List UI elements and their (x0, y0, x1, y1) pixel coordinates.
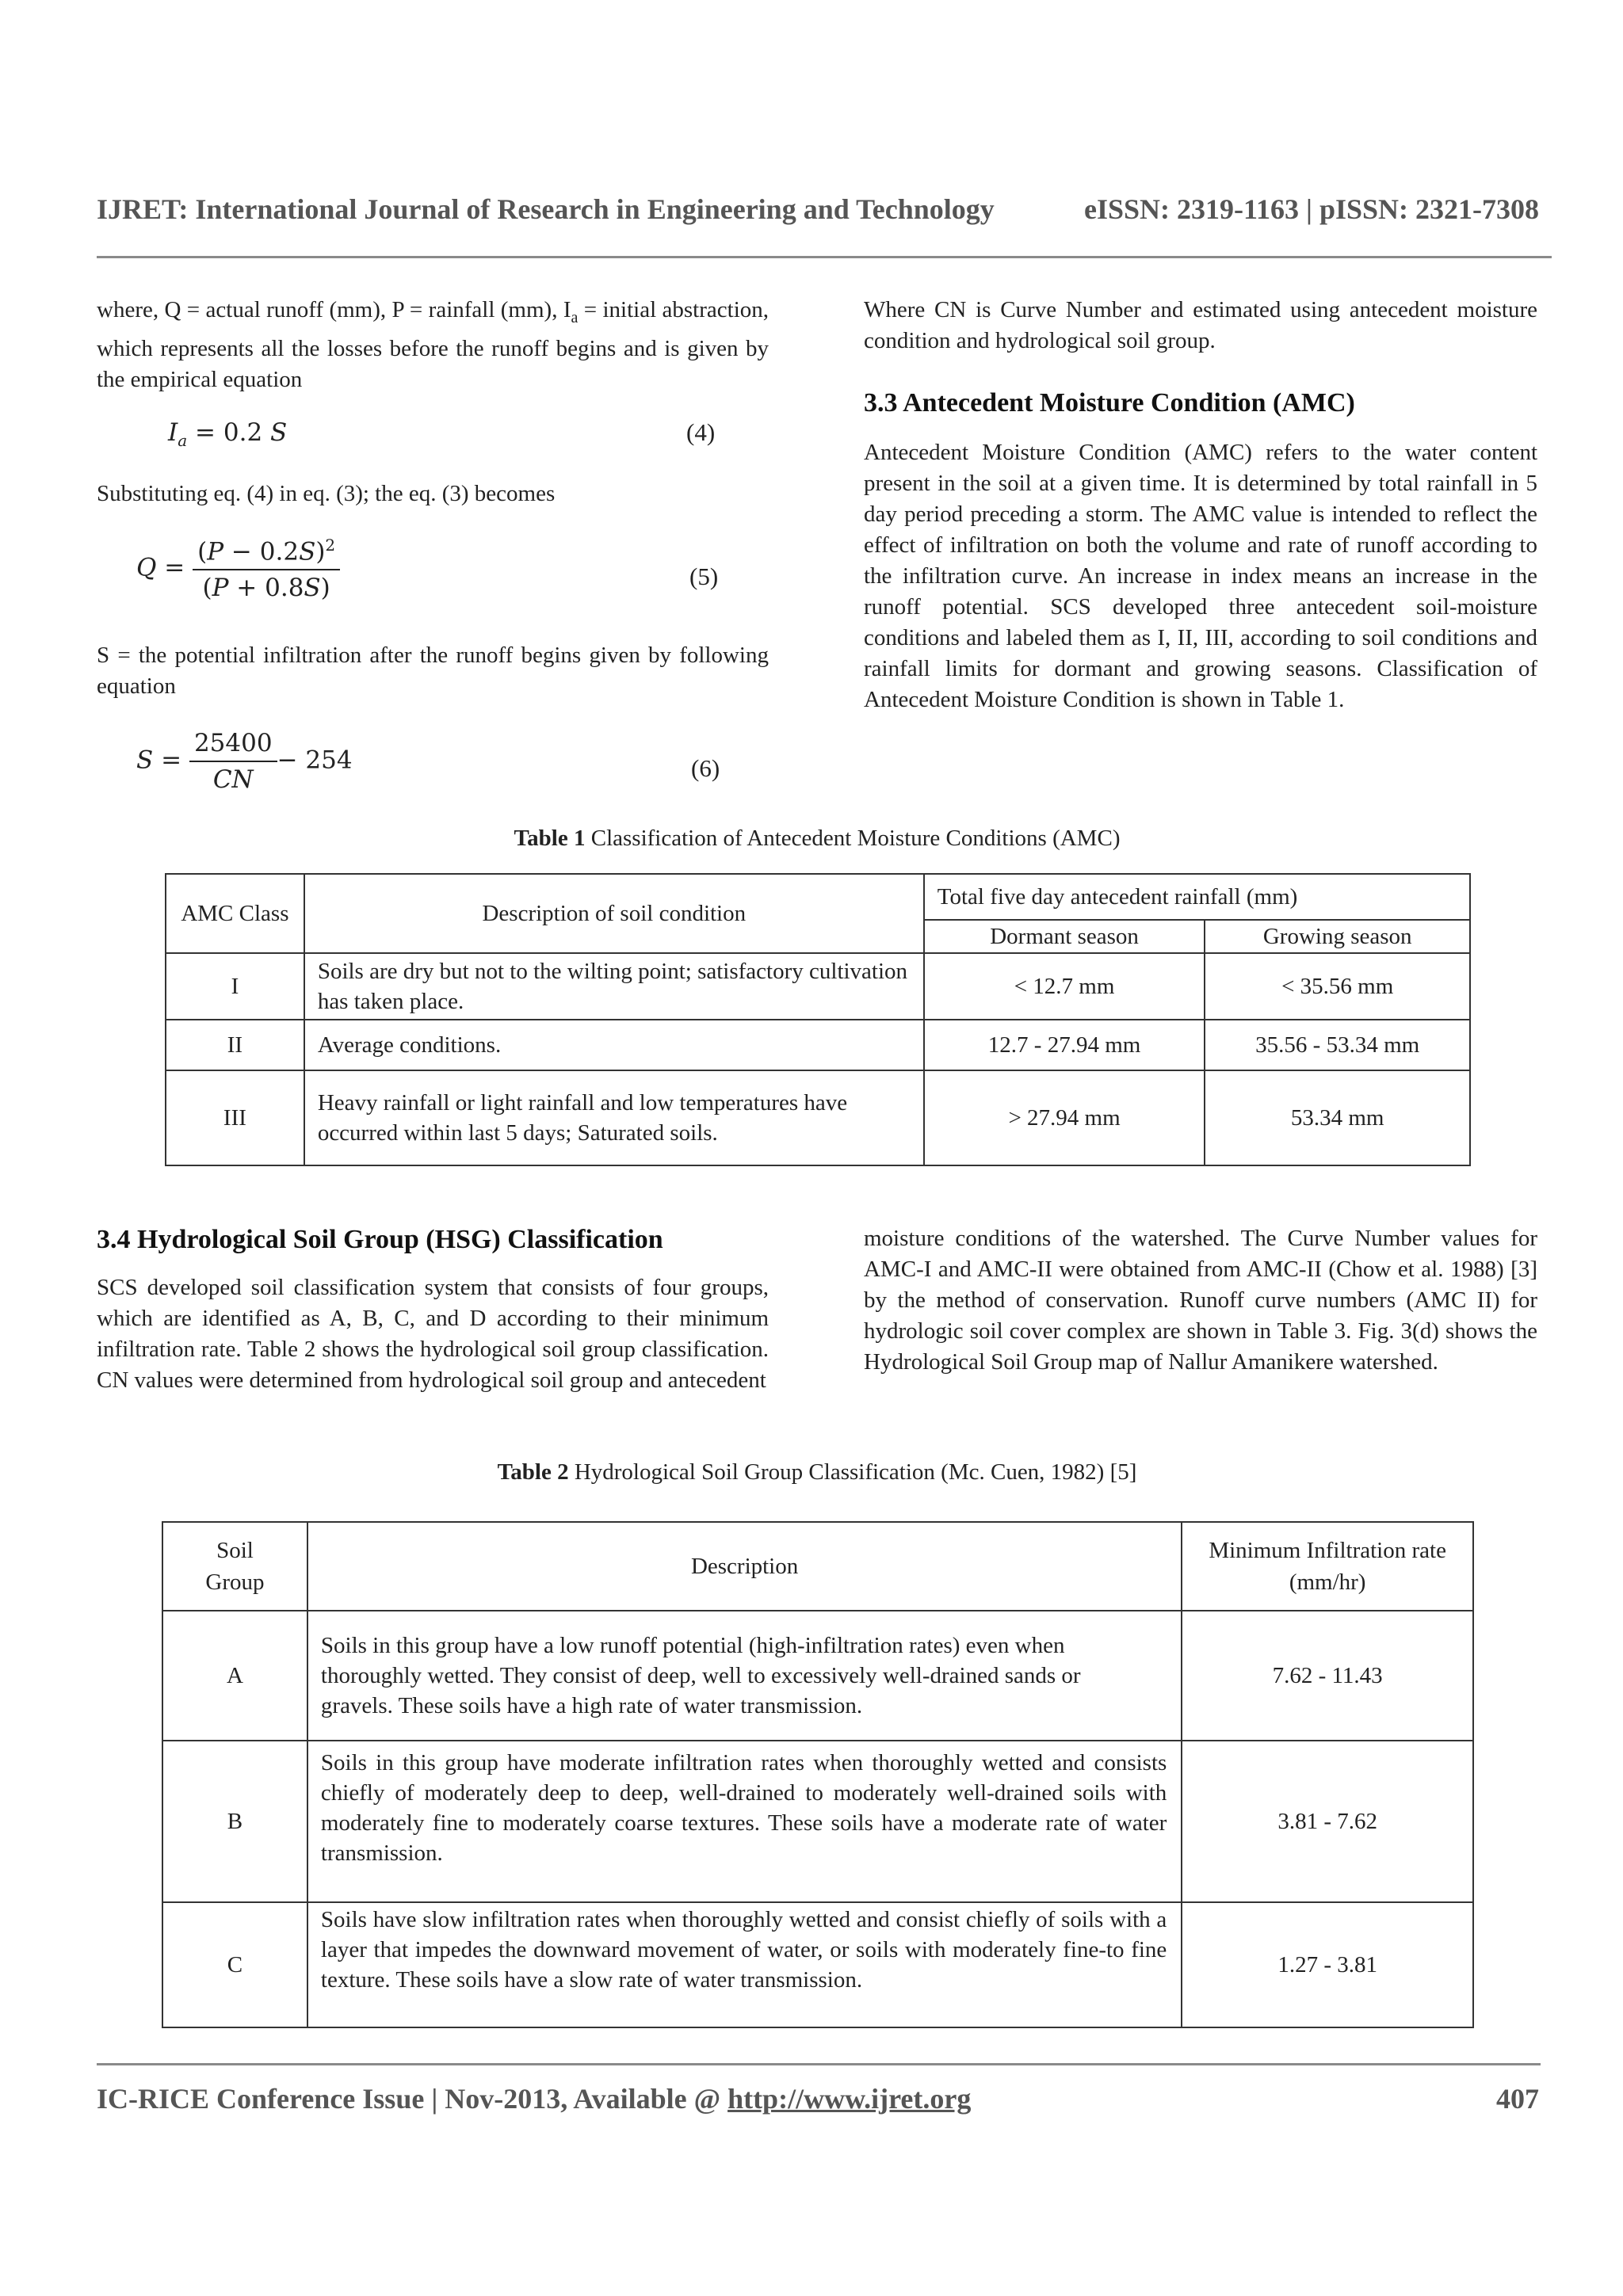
table1-caption: Table 1 Classification of Antecedent Moisture Conditions (AMC) (514, 826, 1121, 851)
table-row: II Average conditions. 12.7 - 27.94 mm 35.56 - 53.34 mm (166, 1020, 1470, 1070)
eq4-number: (4) (686, 418, 716, 446)
eq5-number: (5) (689, 563, 719, 590)
footer-link[interactable]: http://www.ijret.org (727, 2083, 972, 2115)
header-rule (97, 256, 1552, 258)
table-row: B Soils in this group have moderate infiltration rates when thoroughly wetted and consists chiefly of moderately deep to deep, well-drained to moderately well-drained soils with moderately fine to moderately coarse textures. These soils have a moderate rate of water transmission. 3.81 - 7.62 (162, 1741, 1473, 1902)
t2-header-rate: Minimum Infiltration rate (mm/hr) (1182, 1522, 1473, 1611)
footer-text: IC-RICE Conference Issue | Nov-2013, Available @ (97, 2083, 728, 2115)
table-row: III Heavy rainfall or light rainfall and low temperatures have occurred within last 5 days; Saturated soils. > 27.94 mm 53.34 mm (166, 1070, 1470, 1165)
section-3-4-right-text: moisture conditions of the watershed. The Curve Number values for AMC-I and AMC-II were obtained from AMC-II (Chow et al. 1988) [3] by the method of conservation. Runoff curve numbers (AMC II) for hydrologic soil cover complex are shown in Table 3. Fig. 3(d) shows the Hydrological Soil Group map of Nallur Amanikere watershed. (864, 1226, 1537, 1375)
right-para-2: Antecedent Moisture Condition (AMC) refers to the water content present in the soil at a given time. It is determined by total rainfall in 5 day period preceding a storm. The AMC value is intended to reflect the effect of infiltration on both the volume and rate of runoff according to the infiltration curve. An increase in index means an increase in the runoff potential. SCS developed three antecedent soil-moisture conditions and labeled them as I, II, III, according to soil conditions and rainfall limits for dormant and growing seasons. Classification of Antecedent Moisture Condition is shown in Table 1. (864, 440, 1537, 712)
t2-header-group: Soil Group (162, 1522, 307, 1611)
t1-header-dormant: Dormant season (924, 920, 1205, 953)
page-footer (97, 2082, 1539, 2115)
section-3-4-heading: 3.4 Hydrological Soil Group (HSG) Classification (97, 1225, 663, 1254)
footer-rule (97, 2063, 1541, 2065)
equation-5: Q = $\frac{(P - 0.2S)^2}{(P + 0.8S)}$ (136, 536, 340, 602)
table-row: I Soils are dry but not to the wilting point; satisfactory cultivation has taken place. < 12.7 mm < 35.56 mm (166, 953, 1470, 1020)
table-2 (162, 1521, 1474, 2028)
table-row: C Soils have slow infiltration rates when thoroughly wetted and consist chiefly of soils with a layer that impedes the downward movement of water, or soils with moderately fine-to fine texture. These soils have a slow rate of water transmission. 1.27 - 3.81 (162, 1902, 1473, 2027)
table-1 (165, 873, 1471, 1166)
eq6-number: (6) (691, 754, 720, 782)
section-3-4-left-text: SCS developed soil classification system that consists of four groups, which are identified as A, B, C, and D according to their minimum infiltration rate. Table 2 shows the hydrological soil group classification. CN values were determined from hydrological soil group and antecedent (97, 1275, 769, 1393)
left-para-2: Substituting eq. (4) in eq. (3); the eq. (3) becomes (97, 481, 556, 506)
left-para-1: where, Q = actual runoff (mm), P = rainfall (mm), $I_a$ = initial abstraction, which represents all the losses before the runoff begins and is given by the empirical equation (97, 297, 769, 392)
page-header (97, 193, 1539, 226)
equation-4: $I_a = 0.2$ S (168, 418, 288, 451)
section-3-3-heading: 3.3 Antecedent Moisture Condition (AMC) (864, 388, 1355, 418)
right-para-1: Where CN is Curve Number and estimated using antecedent moisture condition and hydrological soil group. (864, 297, 1537, 353)
t1-header-growing: Growing season (1205, 920, 1470, 953)
table2-caption: Table 2 Hydrological Soil Group Classification (Mc. Cuen, 1982) [5] (497, 1459, 1137, 1485)
journal-title: IJRET: International Journal of Research in Engineering and Technology (97, 193, 995, 225)
t1-header-desc: Description of soil condition (304, 874, 924, 953)
t2-header-desc: Description (307, 1522, 1182, 1611)
t1-header-class: AMC Class (166, 874, 304, 953)
page-number: 407 (1496, 2083, 1539, 2115)
equation-6: S = $\frac{25400}{CN}$ − 254 (136, 729, 353, 794)
left-para-3: S = the potential infiltration after the runoff begins given by following equation (97, 643, 769, 699)
table-row: A Soils in this group have a low runoff potential (high-infiltration rates) even when thoroughly wetted. They consist of deep, well to excessively well-drained sands or gravels. These soils have a high rate of water transmission. 7.62 - 11.43 (162, 1611, 1473, 1741)
t1-header-total: Total five day antecedent rainfall (mm) (924, 874, 1470, 920)
issn: eISSN: 2319-1163 | pISSN: 2321-7308 (1084, 193, 1539, 225)
